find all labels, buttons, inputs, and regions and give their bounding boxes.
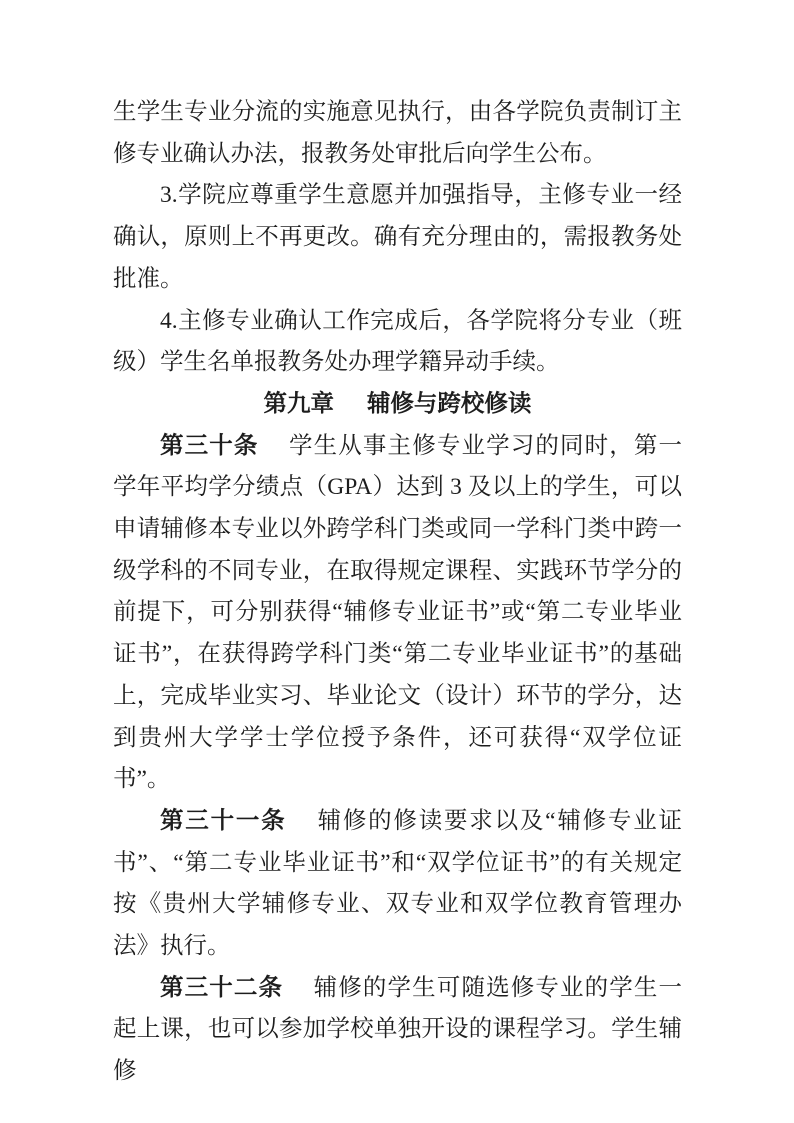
article-32 — [113, 968, 682, 1093]
chapter-heading — [113, 384, 682, 426]
chapter-number: 第九章 — [263, 390, 335, 417]
article-30-text: 学生从事主修专业学习的同时，第一学年平均学分绩点（GPA）达到 3 及以上的学生，可以申请辅修本专业以外跨学科门类或同一学科门类中跨一级学科的不同专业，在取得规定课程、实践环节学分的前提下，可分别获得“辅修专业证书”或“第二专业毕业证书”，在获得跨学科门类“第二专业毕业证书”的基础上，完成毕业实习、毕业论文（设计）环节的学分，达到贵州大学学士学位授予条件，还可获得“双学位证书”。 — [113, 432, 683, 793]
article-30-number: 第三十条 — [160, 432, 259, 459]
article-30 — [113, 426, 682, 801]
article-32-number: 第三十二条 — [160, 974, 284, 1001]
article-32-text: 辅修的学生可随选修专业的学生一起上课，也可以参加学校单独开设的课程学习。学生辅修 — [113, 974, 682, 1085]
article-31-number: 第三十一条 — [160, 807, 287, 834]
article-31-text: 辅修的修读要求以及“辅修专业证书”、“第二专业毕业证书”和“双学位证书”的有关规定按《贵州大学辅修专业、双专业和双学位教育管理办法》执行。 — [113, 807, 682, 960]
article-31 — [113, 801, 682, 968]
paragraph-item-3: 3.学院应尊重学生意愿并加强指导，主修专业一经确认，原则上不再更改。确有充分理由的，需报教务处批准。 — [113, 182, 682, 292]
chapter-title: 辅修与跨校修读 — [366, 390, 532, 417]
paragraph-continuation: 生学生专业分流的实施意见执行，由各学院负责制订主修专业确认办法，报教务处审批后向学生公布。 — [113, 99, 682, 167]
paragraph-item-4: 4.主修专业确认工作完成后，各学院将分专业（班级）学生名单报教务处办理学籍异动手续。 — [113, 307, 682, 376]
